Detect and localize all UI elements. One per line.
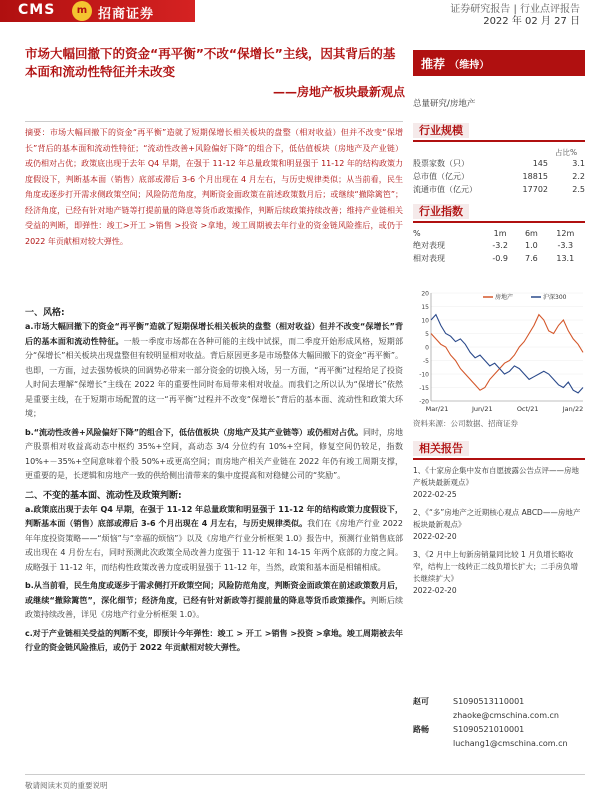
- report-title: 市场大幅回撤下的资金“再平衡”不改“保增长”主线，因其背后的基本面和流动性特征并未改变: [25, 46, 396, 79]
- y-tick-label: -10: [419, 371, 429, 379]
- index-heading: [413, 203, 585, 223]
- related-text: 2、《“多”房地产之近期核心观点 ABCD——房地产板块最新观点》: [413, 508, 581, 529]
- related-item[interactable]: [413, 507, 585, 543]
- paragraph: [25, 320, 403, 422]
- cell: 6m: [524, 229, 538, 238]
- cell: 18815: [522, 172, 548, 181]
- legend-label: 房地产: [495, 294, 514, 301]
- author-email[interactable]: luchang1@cmschina.com.cn: [453, 739, 568, 748]
- footer-divider: [25, 774, 585, 775]
- cell: -3.3: [557, 241, 574, 250]
- logo: [0, 0, 195, 22]
- scale-table: [413, 157, 585, 196]
- paragraph-lead: a.政策底出现于去年 Q4 早期，在强于 11-12 年总量政策和明显强于 11-12 年的结构政策力度假设下，判断基本面（销售）底部或滞后 3-6 个月出现在 4 月左右，与历史规律类似。: [25, 504, 403, 528]
- cell: 相对表现: [413, 254, 445, 263]
- logo-cn: 招商证券: [98, 7, 155, 22]
- paragraph-text: 我们在《房地产行业 2022 年年度投资策略——“烦恼”与“幸福的烦恼”》以及《房地产行业分析框架 1.0》报告中，预测行业销售底部或出现在 4 月份左右，同时预测此次政策全局改善力度强于 11-12 年和 14-15 年两个底部的力度之间。成略强于 11-12 年，而结构性政策改善力度或明显强于 11-12 年，当然，政策和基本面是相辅相成。: [25, 519, 403, 572]
- cell: 流通市值（亿元）: [413, 185, 477, 194]
- related-date: 2022-02-20: [413, 532, 457, 541]
- x-tick-label: Oct/21: [516, 405, 539, 413]
- related-text: 3、《2 月中上旬新房销量同比较 1 月负增长略收窄，结构上一线转正二线负增长扩大；二手房负增长继续扩大》: [413, 550, 578, 583]
- x-tick-label: Jun/21: [472, 405, 493, 413]
- rating-label: 推荐: [421, 57, 446, 71]
- sector-label: 总量研究/房地产: [413, 99, 476, 109]
- section-heading: 一、风格:: [25, 308, 65, 318]
- index-title: 行业指数: [413, 204, 469, 219]
- scale-title: 行业规模: [413, 123, 469, 138]
- paragraph: [25, 426, 403, 484]
- scale-heading: [413, 122, 585, 142]
- legend-label: 沪深300: [543, 294, 567, 301]
- author-email[interactable]: zhaoke@cmschina.com.cn: [453, 711, 559, 720]
- related-date: 2022-02-20: [413, 586, 457, 595]
- authors: [413, 695, 585, 751]
- series-line-1: [431, 315, 583, 393]
- abstract-text: 摘要：市场大幅回撤下的资金“再平衡”造就了短期保增长相关板块的盘整（相对收益）但并不改变“保增长”背后的基本面和流动性特征；“流动性改善+风险偏好下降”的组合下，低估值板块（房地产及产业链）或仍相对占优；政策底出现于去年 Q4 早期，在强于 11-12 年总量政策和明显强于 11-12 年的结构政策力度假设下，判断基本面（销售）底部或滞后 3-6 个月出现在 4 月左右，与历史规律类似；从当前看，民生角度或逐步打开需求侧政策空间；风险防范角度，判断资金面政策在前述政策数月后；或继续“撤除篱笆”；经济角度，已经有针对地产链等打提前量的降息等货币政策操作，判断后续政策持续改善；维持产业链相关受益的判断，即弹性：竣工>开工 >销售 >投资 >拿地，竣工周期被去年行业的资金链风险推后，或仍于 2022 年贡献相对较大弹性。: [25, 128, 403, 246]
- x-tick-label: Jan/22: [562, 405, 584, 413]
- paragraph-lead: b.从当前看，民生角度或逐步于需求侧打开政策空间；风险防范角度，判断资金面政策在前述政策数月后，或继续“撤除篱笆”，深化细节；经济角度，已经有针对新政等打提前量的降息等货币政策操作。: [25, 581, 403, 605]
- related-list: [413, 465, 585, 603]
- rating-note: （维持）: [449, 60, 490, 71]
- logo-en: CMS: [18, 2, 56, 18]
- y-tick-label: 0: [425, 344, 429, 352]
- logo-badge-icon: m: [72, 1, 92, 21]
- paragraph-lead: c.对于产业链相关受益的判断不变，即预计今年弹性：竣工 > 开工 >销售 >投资 >拿地。竣工周期被去年行业的资金链风险推后，或仍于 2022 年贡献相对较大弹性。: [25, 628, 403, 652]
- footer-note: 敬请阅读末页的重要说明: [25, 781, 108, 790]
- table-row: [413, 228, 585, 239]
- cell: 2.5: [572, 185, 585, 194]
- chart-source: 资料来源：公司数据、招商证券: [413, 419, 518, 428]
- table-row: [413, 239, 585, 252]
- author-id: S1090521010001: [453, 725, 525, 734]
- cell: 17702: [522, 185, 548, 194]
- paragraph-text: 同时，房地产股票相对收益高动态中枢约 35%+空间，高动态 3/4 分位约有 10%+空间，修复空间仍较足，指数 10%+－35%+空间意味着个股 50%+或更高空间；而房地产相关产业链在 2022 年仍有竣工周期支撑，更重要的是，长逻辑和房地产一致的供给侧出清带来的集中度提高和对稳健公司的“奖励”。: [25, 427, 404, 480]
- scale-unit: 占比%: [555, 148, 578, 157]
- related-item[interactable]: [413, 549, 585, 597]
- page-header: [0, 0, 600, 40]
- y-tick-label: -5: [423, 358, 429, 365]
- abstract: [25, 121, 403, 299]
- author-row: [413, 723, 585, 737]
- series-line-0: [431, 315, 583, 391]
- x-tick-label: Mar/21: [425, 405, 449, 413]
- rating-badge: [413, 50, 585, 76]
- paragraph: [25, 503, 403, 576]
- cell: -0.9: [492, 254, 508, 263]
- paragraph-lead: a.市场大幅回撤下的资金“再平衡”造就了短期保增长相关板块的盘整（相对收益）但并不改变“保增长”背后的基本面和流动性特征。: [25, 322, 403, 346]
- related-item[interactable]: [413, 465, 585, 501]
- index-performance-chart: [413, 287, 585, 417]
- cell: %: [413, 229, 421, 238]
- y-tick-label: 5: [425, 331, 429, 338]
- cell: 7.6: [525, 254, 538, 263]
- cell: 1m: [493, 229, 507, 238]
- paragraph: [25, 627, 403, 656]
- paragraph: [25, 579, 403, 623]
- table-row: [413, 157, 585, 170]
- related-date: 2022-02-25: [413, 490, 457, 499]
- cell: 145: [532, 159, 548, 168]
- paragraph-text: 判断后续政策持续改善，详见《房地产行业分析框架 1.0》。: [25, 595, 404, 619]
- index-table: [413, 228, 585, 265]
- related-text: 1、《十家房企集中发布自愿披露公告点评——房地产板块最新观点》: [413, 466, 580, 487]
- cell: 总市值（亿元）: [413, 172, 469, 181]
- author-row: [413, 695, 585, 709]
- y-tick-label: -20: [419, 398, 429, 406]
- table-row: [413, 183, 585, 196]
- y-tick-label: -15: [419, 385, 429, 392]
- cell: 2.2: [572, 172, 585, 181]
- y-tick-label: 15: [421, 304, 429, 311]
- related-heading: [413, 440, 585, 460]
- title-block: [25, 45, 405, 123]
- table-row: [413, 252, 585, 265]
- main-body: [25, 305, 403, 660]
- report-date: 2022 年 02 月 27 日: [483, 16, 580, 27]
- table-row: [413, 170, 585, 183]
- cell: 3.1: [572, 159, 585, 168]
- paragraph-lead: b.“流动性改善+风险偏好下降”的组合下，低估值板块（房地产及其产业链等）或仍相对占优。: [25, 427, 363, 437]
- author-id: S1090513110001: [453, 697, 525, 706]
- paragraph-text: 一般一季度市场都在各种可能的主线中试探，而二季度开始形成风格，短期部分“保增长”相关板块出现盘整但有较明显相对收益。背后原因更多是市场整体大幅回撤下的资金“再平衡”。也即，一方面，过去强势板块的回调势必带来一部分资金的切换入场，另一方面，“再平衡”过程给足了投资人时间去理解“保增长”主线在 2022 年的重要性同时布局带来相对收益。而我们之所以认为“保增长”依然是重要主线，在于短期市场配置的这一“再平衡”过程并不改变“保增长”背后的基本面、流动性和政策大环境；: [25, 336, 404, 418]
- cell: 股票家数（只）: [413, 159, 469, 168]
- y-tick-label: 10: [421, 317, 429, 325]
- related-title: 相关报告: [413, 441, 469, 456]
- section-heading: 二、不变的基本面、流动性及政策判断:: [25, 490, 182, 501]
- report-subtitle: ——房地产板块最新观点: [272, 85, 405, 99]
- cell: 12m: [556, 229, 575, 238]
- report-type: 证券研究报告 | 行业点评报告: [450, 4, 580, 15]
- author-name: 路畅: [413, 725, 429, 734]
- author-name: 赵可: [413, 697, 429, 706]
- cell: 1.0: [525, 241, 538, 250]
- cell: -3.2: [492, 241, 508, 250]
- cell: 绝对表现: [413, 241, 445, 250]
- y-tick-label: 20: [421, 290, 429, 298]
- cell: 13.1: [556, 254, 575, 263]
